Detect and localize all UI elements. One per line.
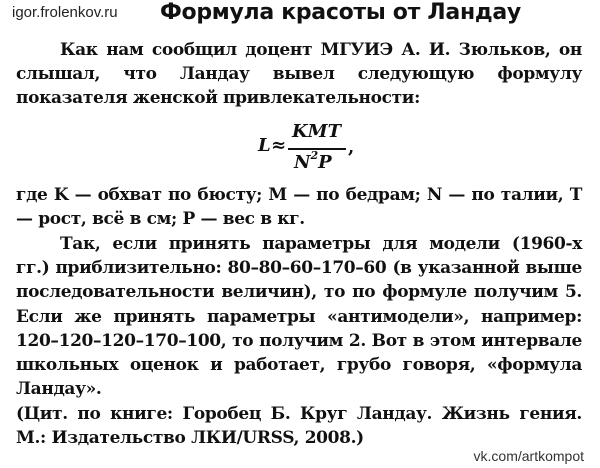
paragraph-variables: где K — обхват по бюсту; M — по бедрам; N — по талии, T — рост, всё в см; P — вес в кг.: [16, 185, 582, 230]
formula: [258, 119, 368, 179]
denominator-tail: P: [318, 152, 332, 173]
denominator-base: N: [294, 152, 311, 173]
denominator-exponent: 2: [310, 149, 319, 162]
formula-lhs: L: [258, 135, 271, 156]
formula-denominator: [294, 151, 332, 173]
article-title: Формула красоты от Ландау: [160, 0, 521, 25]
source-watermark: vk.com/artkompot: [473, 448, 584, 464]
formula-numerator: KMT: [292, 121, 341, 142]
site-watermark: igor.frolenkov.ru: [12, 4, 118, 21]
formula-approx-sign: ≈: [271, 135, 287, 156]
paragraph-citation: (Цит. по книге: Горобец Б. Круг Ландау. Жизнь гения. М.: Издательство ЛКИ/URSS, 2008.): [16, 404, 582, 449]
formula-comma: ,: [348, 137, 355, 158]
paragraph-example: Так, если принять параметры для модели (1960-х гг.) приблизительно: 80–80–60–170–60 (в указанной выше последовательности величин), то по формуле получим 5. Если же принять параметры «антимодели», например: 120–120–120–170–100, то получим 2. Вот в этом интервале школьных оценок и работает, грубо говоря, «формула Ландау».: [16, 234, 582, 400]
paragraph-intro: Как нам сообщил доцент МГУИЭ А. И. Зюльков, он слышал, что Ландау вывел следующую формулу показателя женской привлекательности:: [16, 40, 582, 109]
